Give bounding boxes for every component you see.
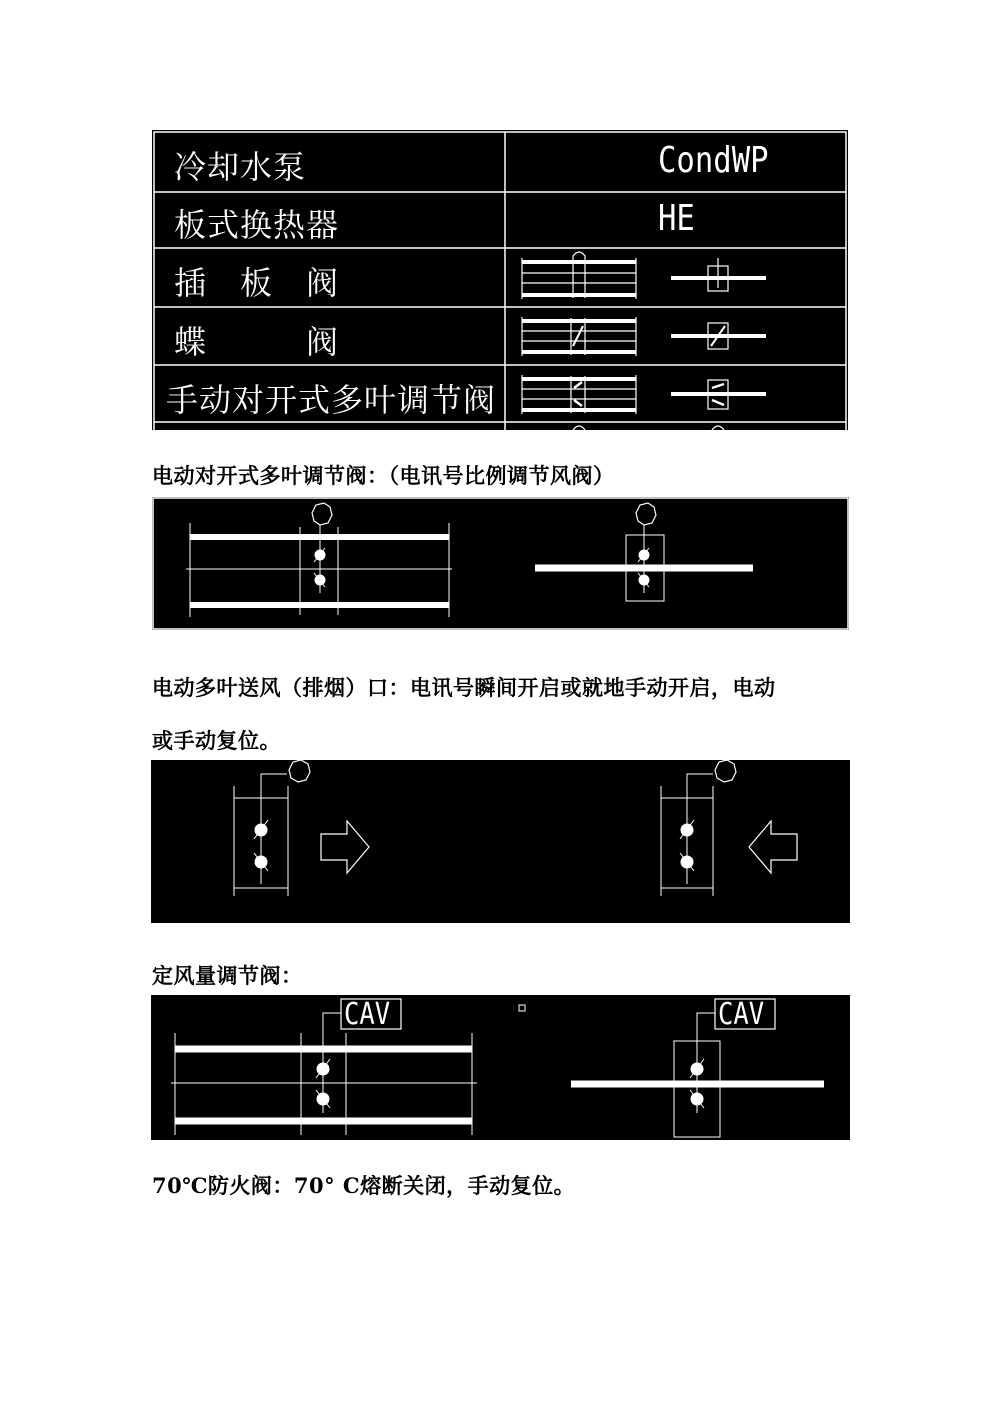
cav-damper-figure (151, 995, 850, 1140)
cav-tag-right: CAV (718, 997, 765, 1032)
legend-row-name: 冷却水泵 (174, 148, 307, 186)
legend-row-name: 手动对开式多叶调节阀 (166, 381, 497, 419)
electric-damper-figure (152, 497, 849, 630)
legend-row-name: 蝶 阀 (174, 323, 340, 361)
legend-row-code: HE (658, 198, 695, 239)
section-heading-cav-damper: 定风量调节阀： (152, 963, 303, 988)
legend-row-name: 插 板 阀 (174, 264, 340, 302)
legend-row-name: 板式换热器 (174, 206, 340, 244)
section-heading-electric-damper: 电动对开式多叶调节阀：（电讯号比例调节风阀） (152, 463, 615, 488)
section-heading-electric-outlet: 电动多叶送风（排烟）口：电讯号瞬间开启或就地手动开启，电动 (152, 675, 776, 700)
section-heading-electric-outlet-cont: 或手动复位。 (152, 728, 281, 753)
legend-row-code: CondWP (658, 140, 769, 181)
section-heading-fire-damper: 70℃防火阀：70° C熔断关闭，手动复位。 (152, 1173, 576, 1198)
electric-outlet-figure (151, 760, 850, 923)
electric-multi-blade-outlet-symbol (151, 760, 850, 923)
legend-table (152, 130, 848, 430)
cav-tag-left: CAV (344, 997, 391, 1032)
electric-opposed-blade-damper-symbol (152, 497, 849, 630)
slide-gate-valve-symbol (522, 252, 766, 299)
butterfly-valve-symbol (522, 317, 766, 356)
